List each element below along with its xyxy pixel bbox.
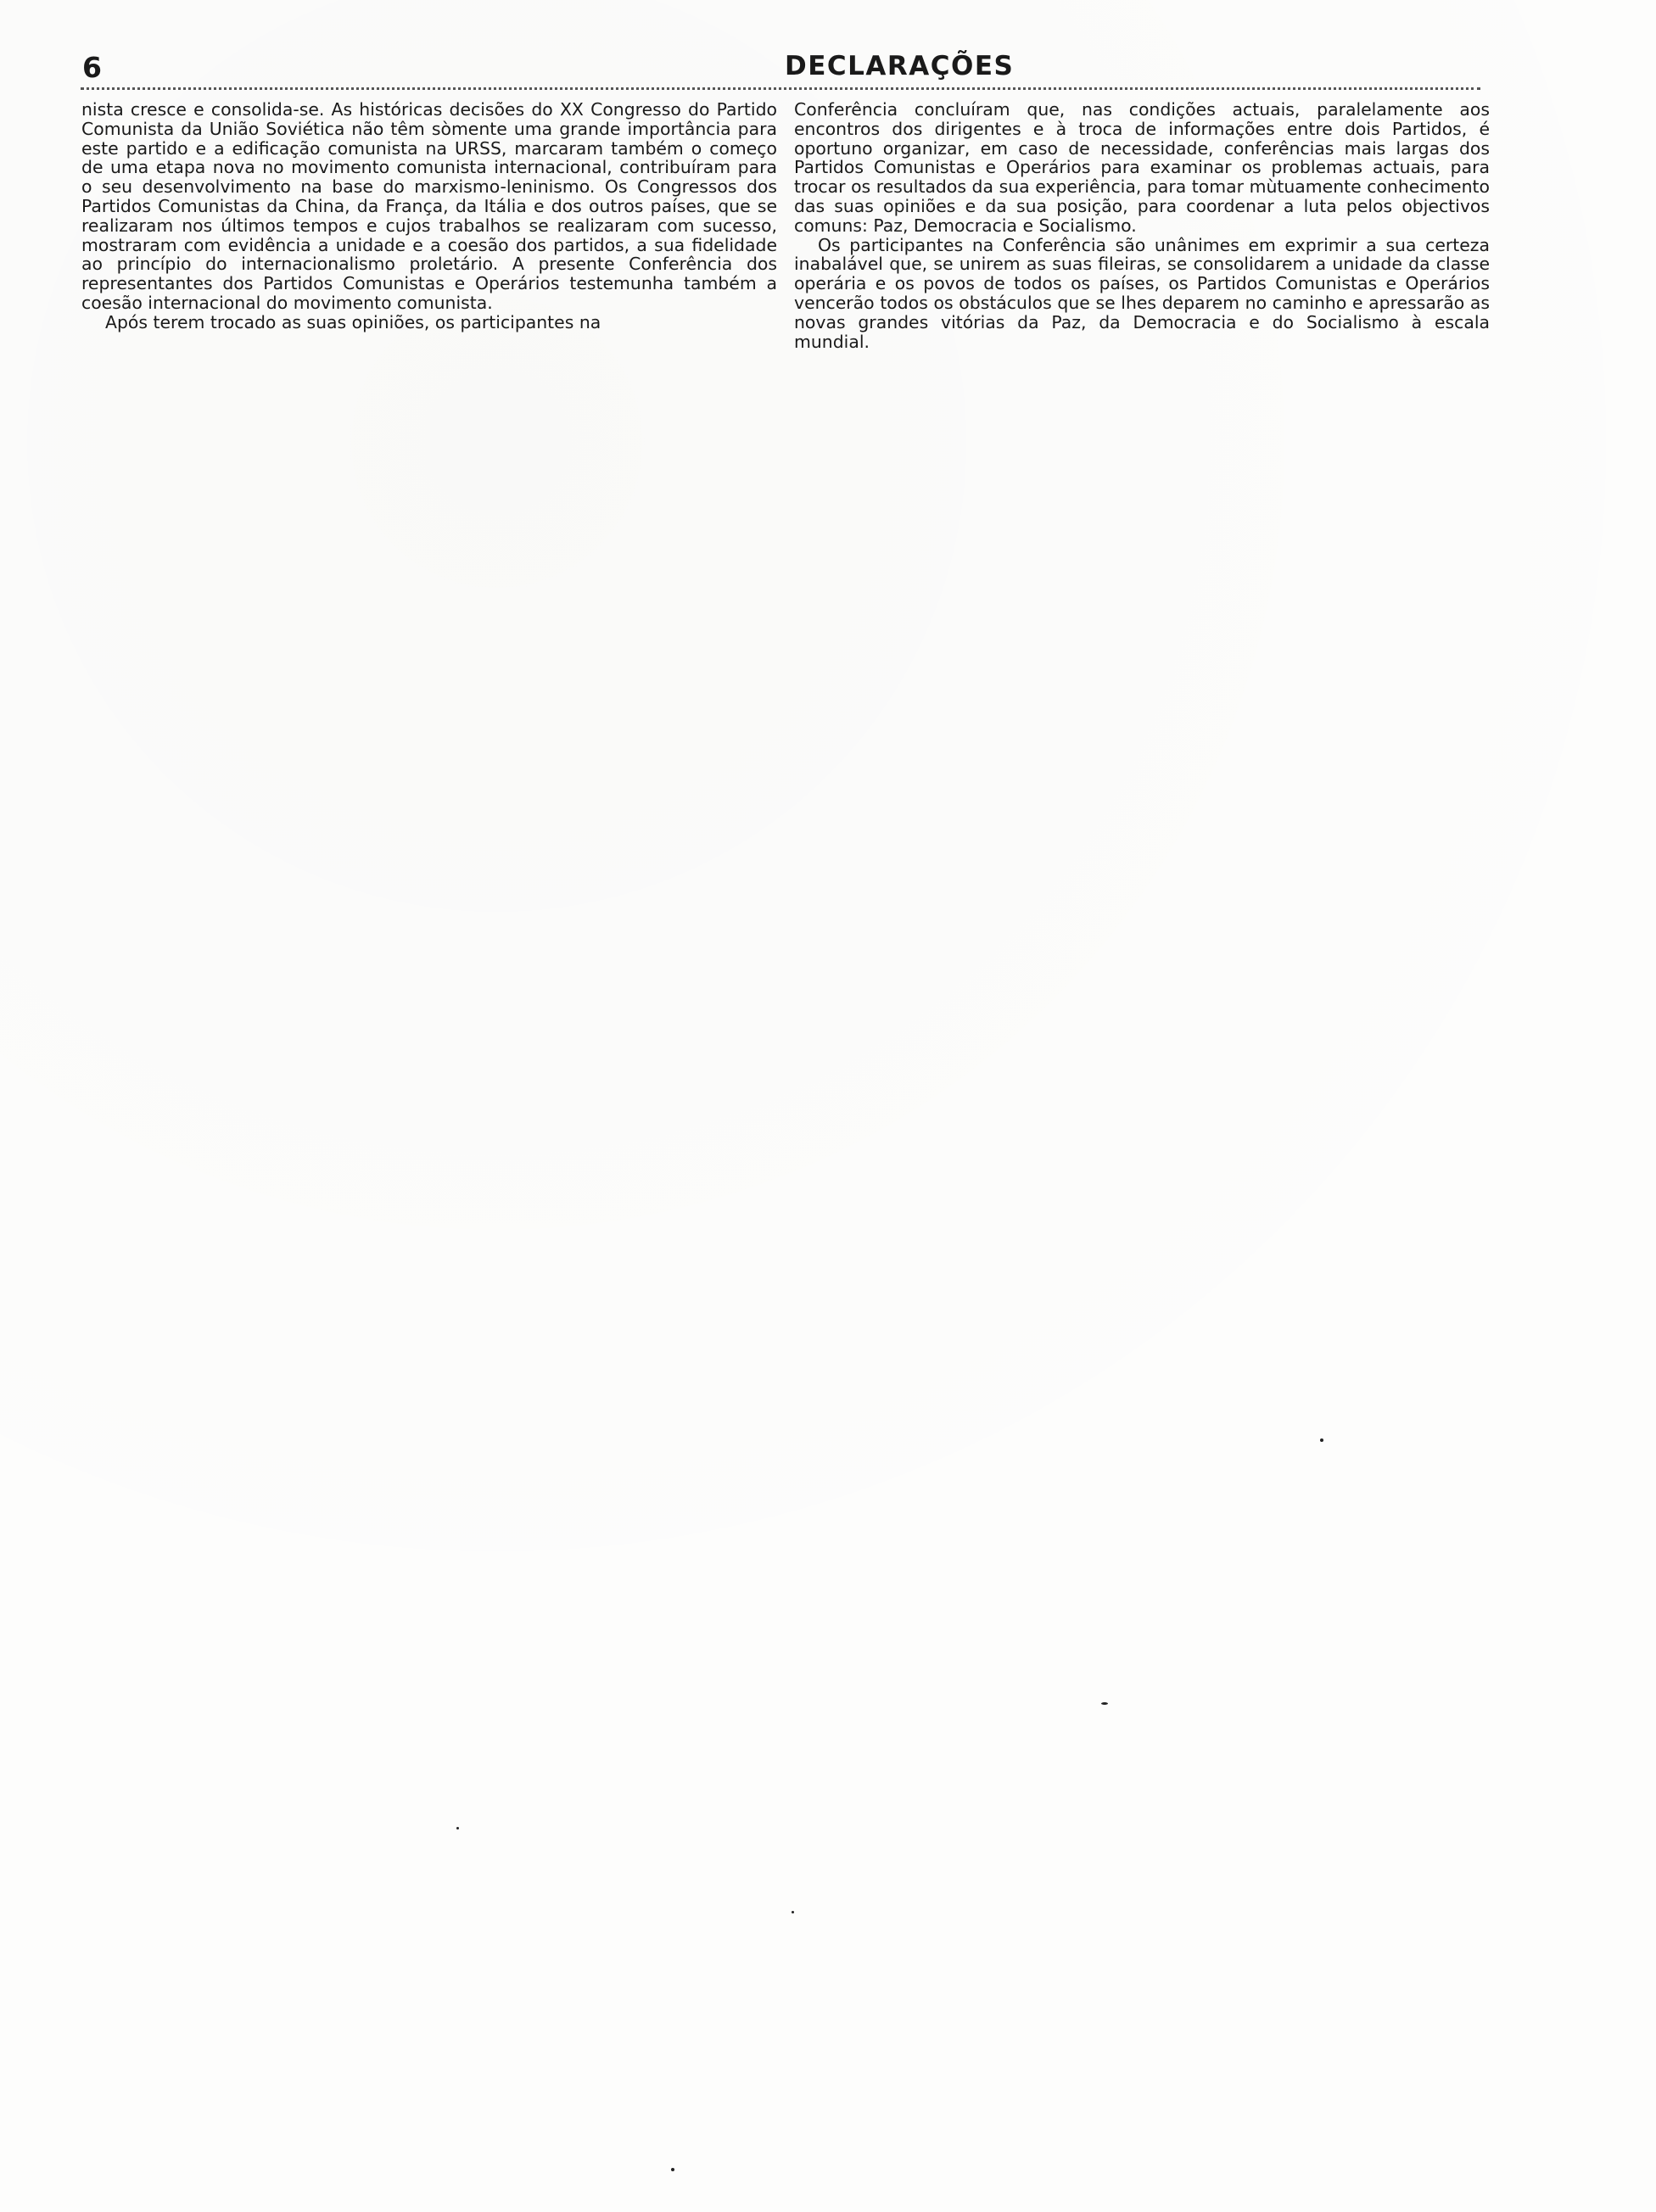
scan-speck bbox=[671, 2168, 674, 2171]
right-column bbox=[794, 100, 1490, 351]
left-paragraph-1: nista cresce e consolida-se. As históricas decisões do XX Congresso do Partido Comunista da União Soviética não têm sòmente uma grande importância para este partido e a edificação comunista na URSS, marcaram também o começo de uma etapa nova no movimento comunista internacional, contribuíram para o seu desenvolvimento na base do marxismo-leninismo. Os Congressos dos Partidos Comunistas da China, da França, da Itália e dos outros países, que se realizaram nos últimos tempos e cujos trabalhos se realizaram com sucesso, mostraram com evidência a unidade e a coesão dos partidos, a sua fidelidade ao princípio do internacionalismo proletário. A presente Conferência dos representantes dos Partidos Comunistas e Operários testemunha também a coesão internacional do movimento comunista. bbox=[81, 99, 777, 313]
page-number: 6 bbox=[82, 51, 103, 84]
right-paragraph-1: Conferência concluíram que, nas condições actuais, paralelamente aos encontros dos dirigentes e à troca de informações entre dois Partidos, é oportuno organizar, em caso de necessidade, conferências mais largas dos Partidos Comunistas e Operários para examinar os problemas actuais, para trocar os resultados da sua experiência, para tomar mùtuamente conhecimento das suas opiniões e da sua posição, para coordenar a luta pelos objectivos comuns: Paz, Democracia e Socialismo. bbox=[794, 99, 1490, 236]
left-paragraph-2: Após terem trocado as suas opiniões, os participantes na bbox=[105, 311, 601, 332]
left-column bbox=[81, 100, 777, 332]
right-paragraph-2: Os participantes na Conferência são unânimes em exprimir a sua certeza inabalável que, se unirem as suas fileiras, se consolidarem a unidade da classe operária e os povos de todos os países, os Partidos Comunistas e Operários vencerão todos os obstáculos que se lhes deparem no caminho e apressarão as novas grandes vitórias da Paz, da Democracia e do Socialismo à escala mundial. bbox=[794, 234, 1490, 352]
running-title: DECLARAÇÕES bbox=[785, 51, 1015, 81]
scan-speck bbox=[456, 1827, 459, 1829]
scan-speck bbox=[792, 1911, 794, 1913]
page-header bbox=[81, 46, 1480, 88]
scan-speck bbox=[1320, 1438, 1323, 1442]
header-rule bbox=[81, 87, 1480, 90]
scan-speck bbox=[1101, 1702, 1108, 1705]
